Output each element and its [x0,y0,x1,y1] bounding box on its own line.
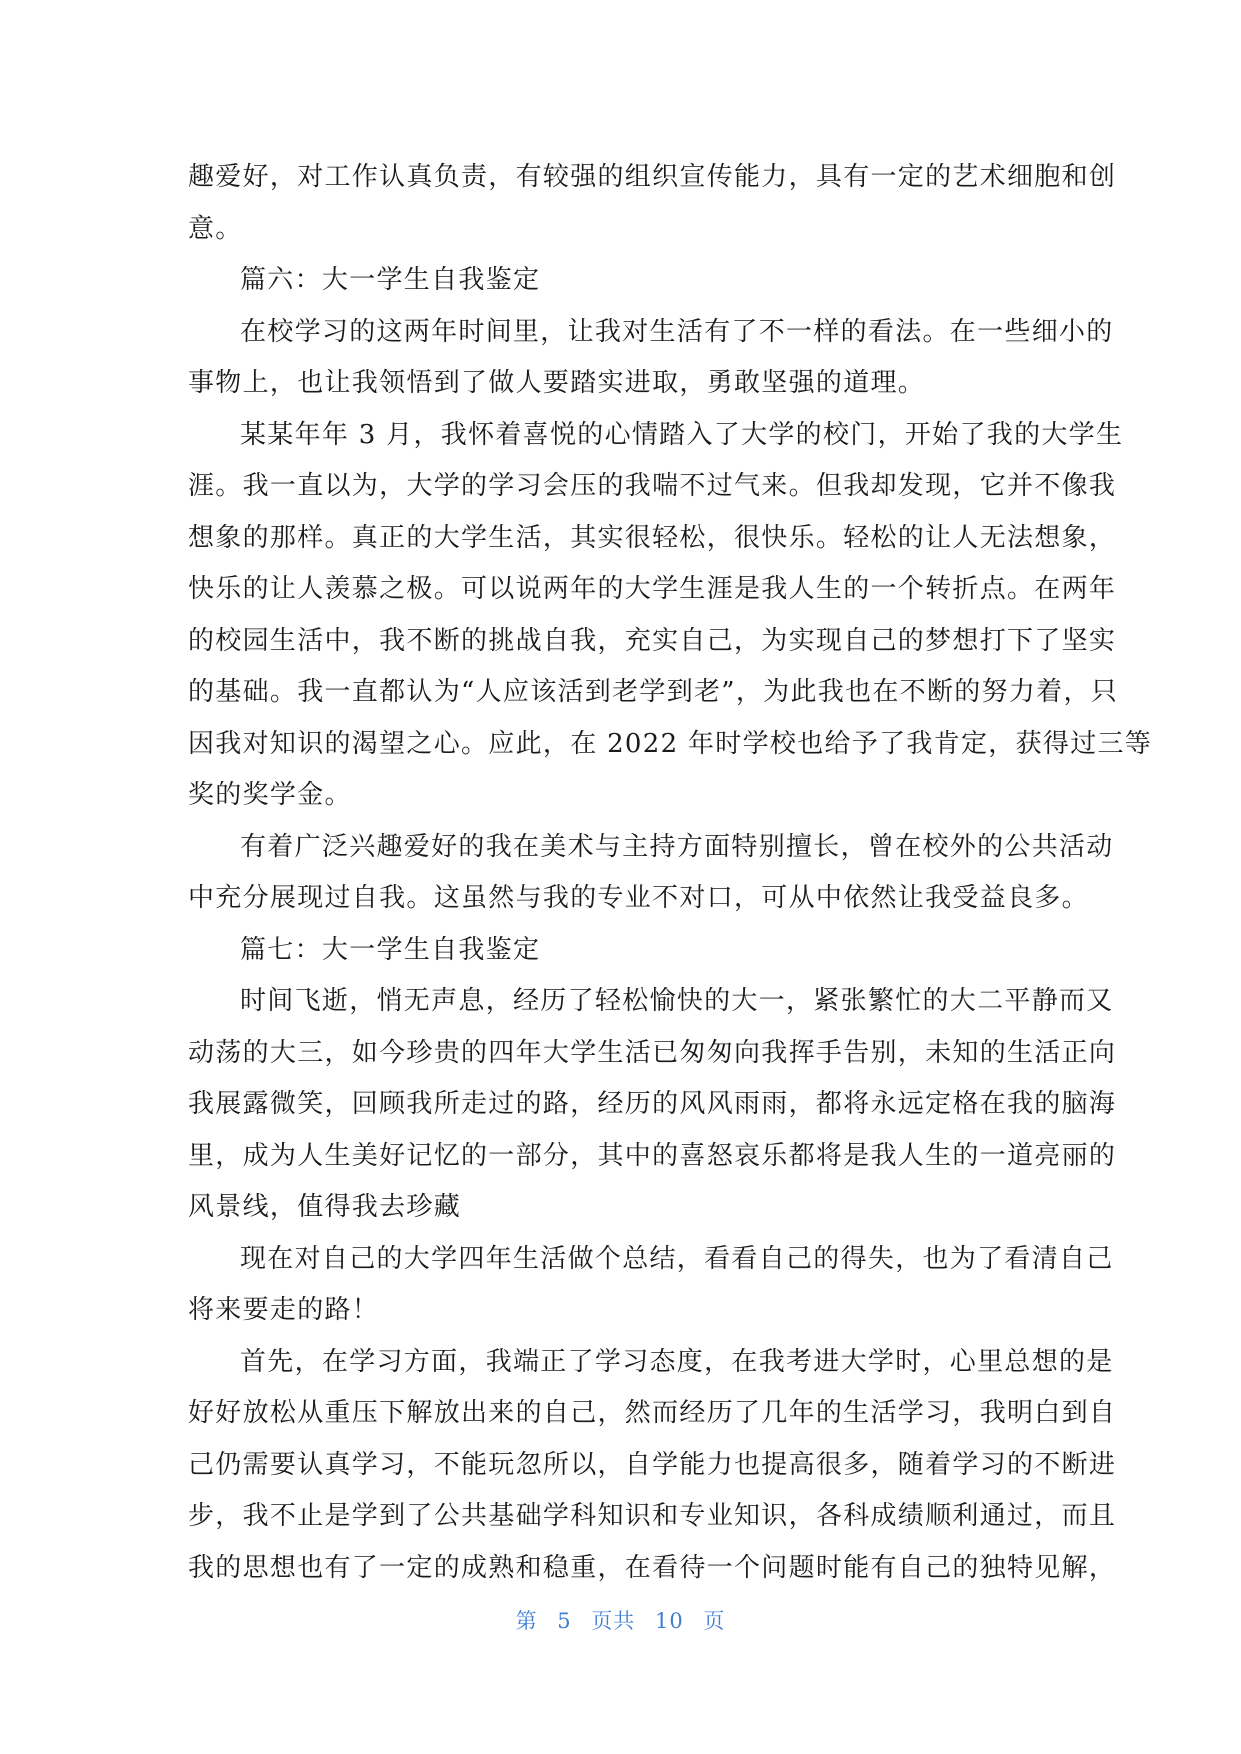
text-line: 中充分展现过自我。这虽然与我的专业不对口，可从中依然让我受益良多。 [188,883,1089,913]
current-page-number: 5 [557,1609,572,1633]
footer-middle: 页共 [591,1609,636,1633]
text-line: 里，成为人生美好记忆的一部分，其中的喜怒哀乐都将是我人生的一道亮丽的 [188,1140,1117,1171]
text-line: 风景线，值得我去珍藏 [188,1192,462,1222]
text-line: 某某年年 3 月，我怀着喜悦的心情踏入了大学的校门，开始了我的大学生 [240,419,1124,450]
text-line: 将来要走的路！ [188,1295,380,1325]
text-line: 我展露微笑，回顾我所走过的路，经历的风风雨雨，都将永远定格在我的脑海 [188,1089,1117,1119]
text-line: 我的思想也有了一定的成熟和稳重，在看待一个问题时能有自己的独特见解， [188,1552,1117,1583]
section-heading: 篇六：大一学生自我鉴定 [240,265,541,295]
text-line: 想象的那样。真正的大学生活，其实很轻松，很快乐。轻松的让人无法想象， [188,522,1117,553]
text-line: 事物上，也让我领悟到了做人要踏实进取，勇敢坚强的道理。 [188,368,926,398]
text-line: 因我对知识的渴望之心。应此，在 2022 年时学校也给予了我肯定，获得过三等 [188,728,1153,759]
text-line: 快乐的让人羡慕之极。可以说两年的大学生涯是我人生的一个转折点。在两年 [188,574,1117,604]
text-line: 意。 [188,213,243,244]
text-line: 有着广泛兴趣爱好的我在美术与主持方面特别擅长，曾在校外的公共活动 [240,831,1114,862]
text-line: 的校园生活中，我不断的挑战自我，充实自己，为实现自己的梦想打下了坚实 [188,625,1117,656]
text-line: 趣爱好，对工作认真负责，有较强的组织宣传能力，具有一定的艺术细胞和创 [188,162,1117,192]
text-line: 动荡的大三，如今珍贵的四年大学生活已匆匆向我挥手告别，未知的生活正向 [188,1037,1117,1068]
text-line: 现在对自己的大学四年生活做个总结，看看自己的得失，也为了看清自己 [240,1243,1114,1274]
text-line: 首先，在学习方面，我端正了学习态度，在我考进大学时，心里总想的是 [240,1346,1114,1377]
section-heading: 篇七：大一学生自我鉴定 [240,934,541,965]
text-line: 涯。我一直以为，大学的学习会压的我喘不过气来。但我却发现，它并不像我 [188,471,1117,501]
total-pages-number: 10 [655,1609,684,1633]
text-line: 好好放松从重压下解放出来的自己，然而经历了几年的生活学习，我明白到自 [188,1398,1117,1428]
text-line: 的基础。我一直都认为“人应该活到老学到老”，为此我也在不断的努力着，只 [188,677,1119,707]
text-line: 步，我不止是学到了公共基础学科知识和专业知识，各科成绩顺利通过，而且 [188,1501,1117,1531]
text-line: 在校学习的这两年时间里，让我对生活有了不一样的看法。在一些细小的 [240,316,1114,347]
footer-prefix: 第 [515,1609,538,1633]
page-footer [0,1605,1241,1635]
footer-suffix: 页 [703,1609,726,1633]
text-line: 奖的奖学金。 [188,780,352,810]
document-body [188,152,1153,1594]
text-line: 时间飞逝，悄无声息，经历了轻松愉快的大一，紧张繁忙的大二平静而又 [240,986,1114,1016]
text-line: 己仍需要认真学习，不能玩忽所以，自学能力也提高很多，随着学习的不断进 [188,1449,1117,1480]
